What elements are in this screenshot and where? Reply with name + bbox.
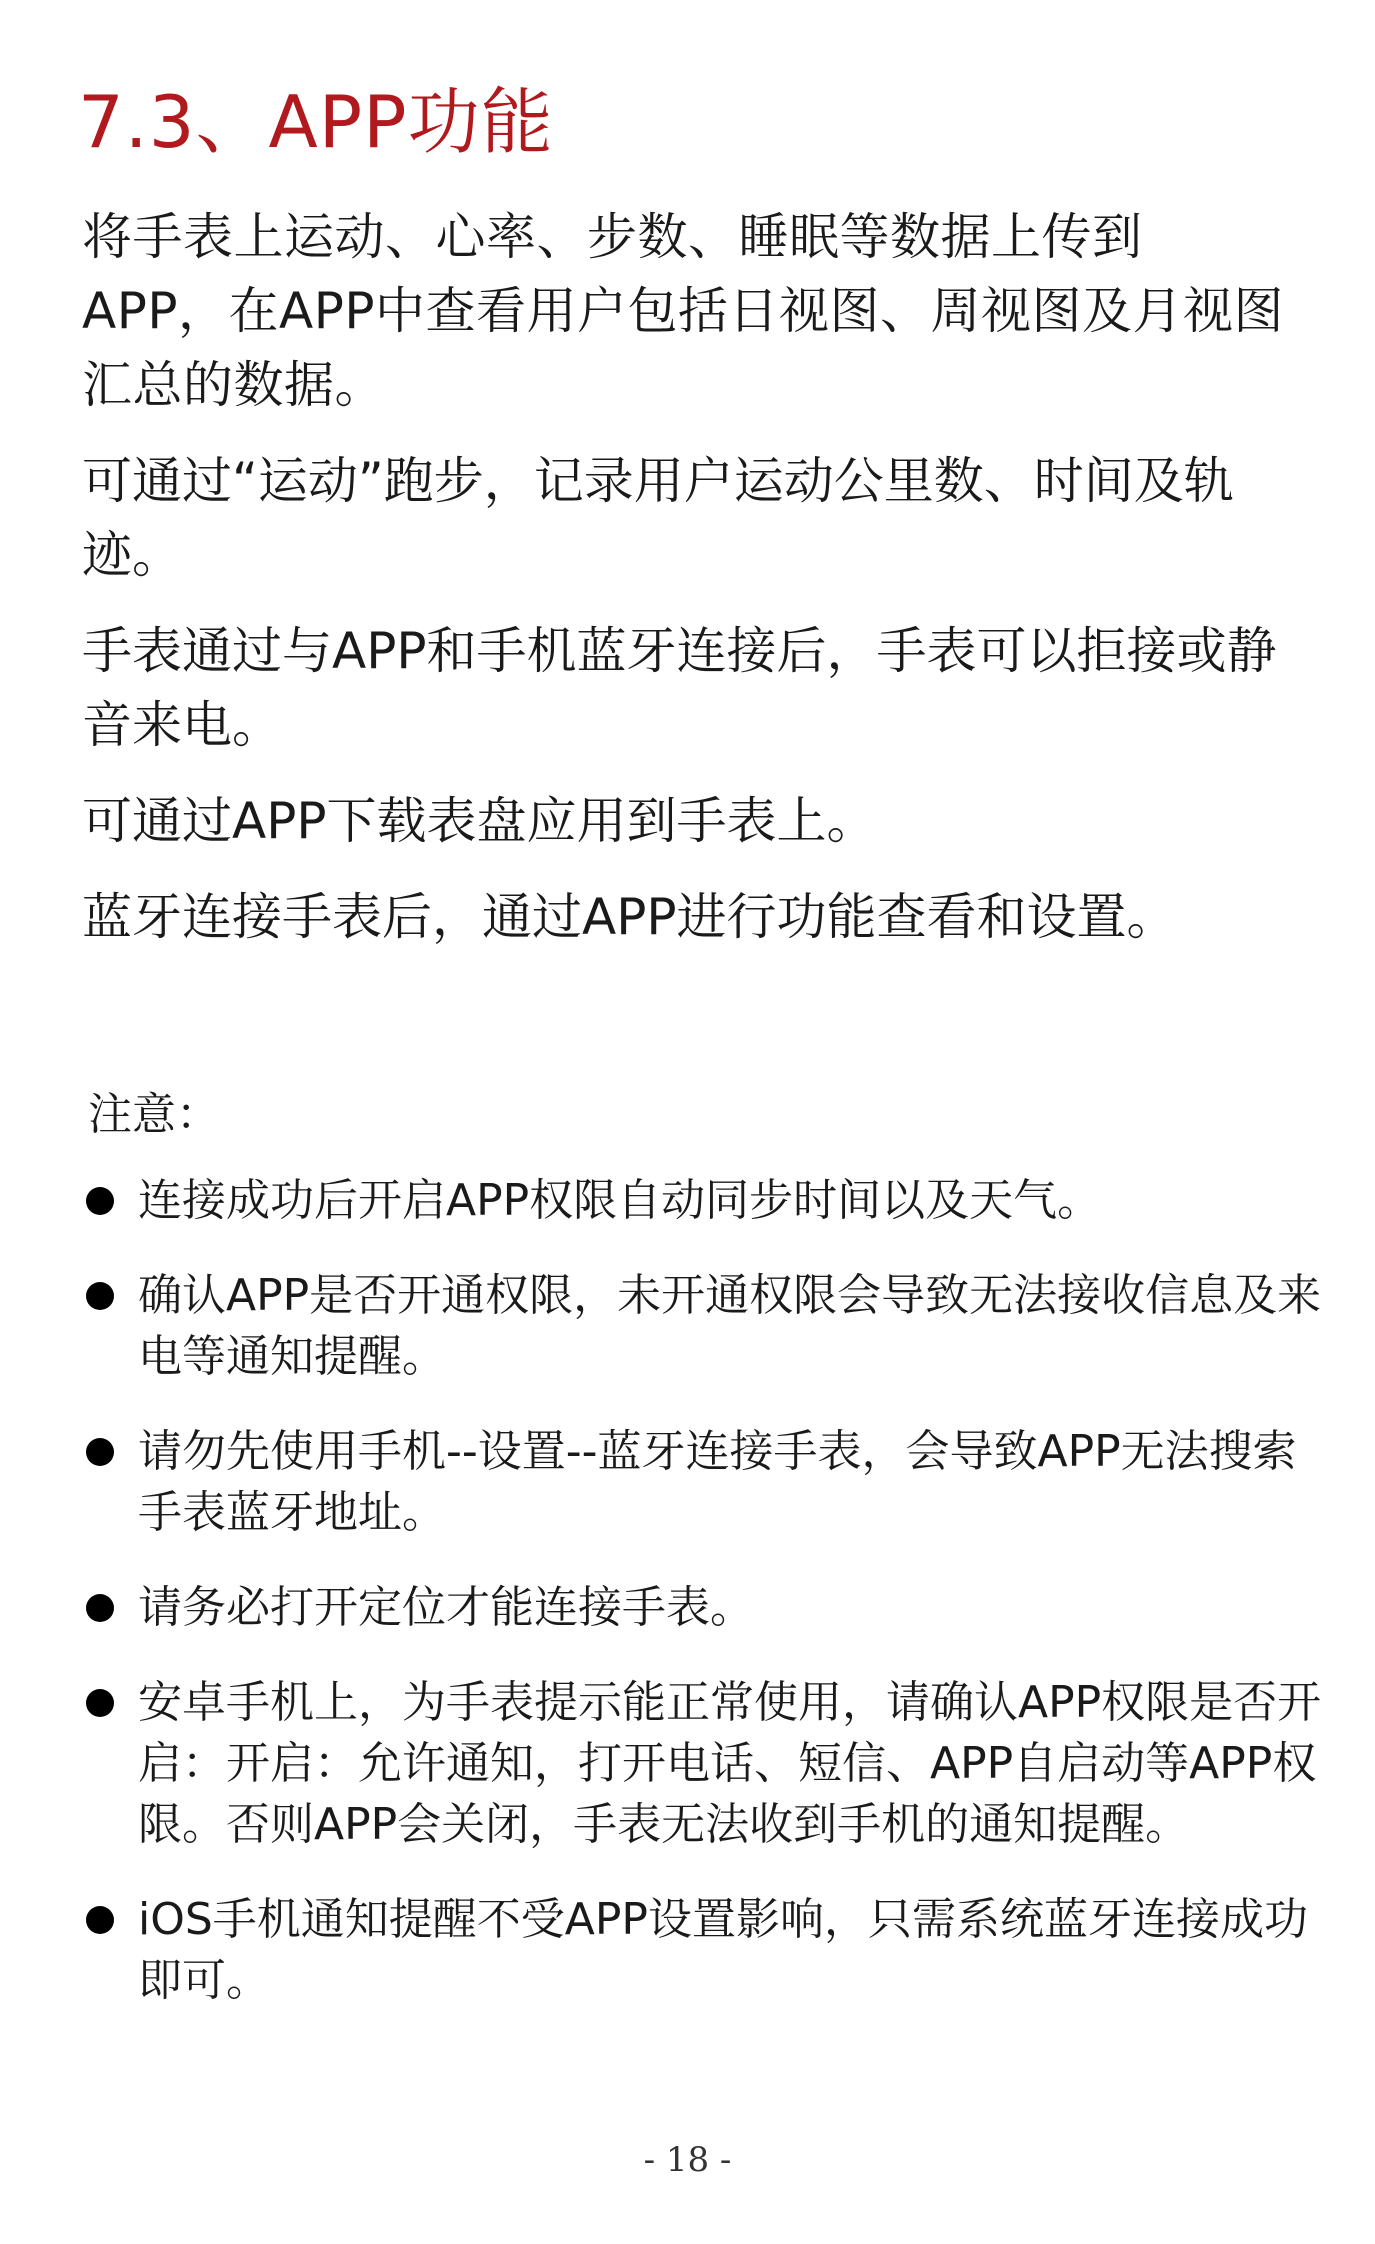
note-item	[82, 1672, 1322, 1855]
paragraph-calls: 手表通过与APP和手机蓝牙连接后，手表可以拒接或静音来电。	[82, 622, 1277, 754]
note-item	[82, 1577, 1322, 1638]
note-text: 安卓手机上，为手表提示能正常使用，请确认APP权限是否开启：开启：允许通知，打开电话、短信、APP自启动等APP权限。否则APP会关闭，手表无法收到手机的通知提醒。	[138, 1677, 1322, 1850]
note-text: 连接成功后开启APP权限自动同步时间以及天气。	[138, 1175, 1102, 1226]
bullet-icon	[86, 1594, 114, 1622]
paragraph-settings: 蓝牙连接手表后，通过APP进行功能查看和设置。	[82, 888, 1177, 946]
note-text: 确认APP是否开通权限，未开通权限会导致无法接收信息及来电等通知提醒。	[138, 1270, 1322, 1382]
note-text: 请勿先使用手机--设置--蓝牙连接手表，会导致APP无法搜索手表蓝牙地址。	[138, 1426, 1297, 1538]
note-text: 请务必打开定位才能连接手表。	[138, 1582, 754, 1633]
bullet-icon	[86, 1187, 114, 1215]
bullet-icon	[86, 1438, 114, 1466]
feature-paragraphs	[82, 200, 1292, 976]
paragraph-running: 可通过“运动”跑步，记录用户运动公里数、时间及轨迹。	[82, 452, 1234, 584]
paragraph-watchfaces: 可通过APP下载表盘应用到手表上。	[82, 792, 877, 850]
note-item	[82, 1889, 1322, 2011]
page-number: - 18 -	[643, 2140, 732, 2180]
bullet-icon	[86, 1282, 114, 1310]
note-item	[82, 1421, 1322, 1543]
note-text: iOS手机通知提醒不受APP设置影响，只需系统蓝牙连接成功即可。	[138, 1894, 1308, 2006]
note-item	[82, 1265, 1322, 1387]
note-label: 注意：	[88, 1089, 220, 1140]
section-title: 7.3、APP功能	[78, 80, 554, 164]
note-list	[82, 1170, 1322, 2045]
note-item	[82, 1170, 1322, 1231]
bullet-icon	[86, 1906, 114, 1934]
paragraph-data-sync: 将手表上运动、心率、步数、睡眠等数据上传到 APP，在APP中查看用户包括日视图、周视图及月视图汇总的数据。	[82, 208, 1285, 414]
bullet-icon	[86, 1689, 114, 1717]
